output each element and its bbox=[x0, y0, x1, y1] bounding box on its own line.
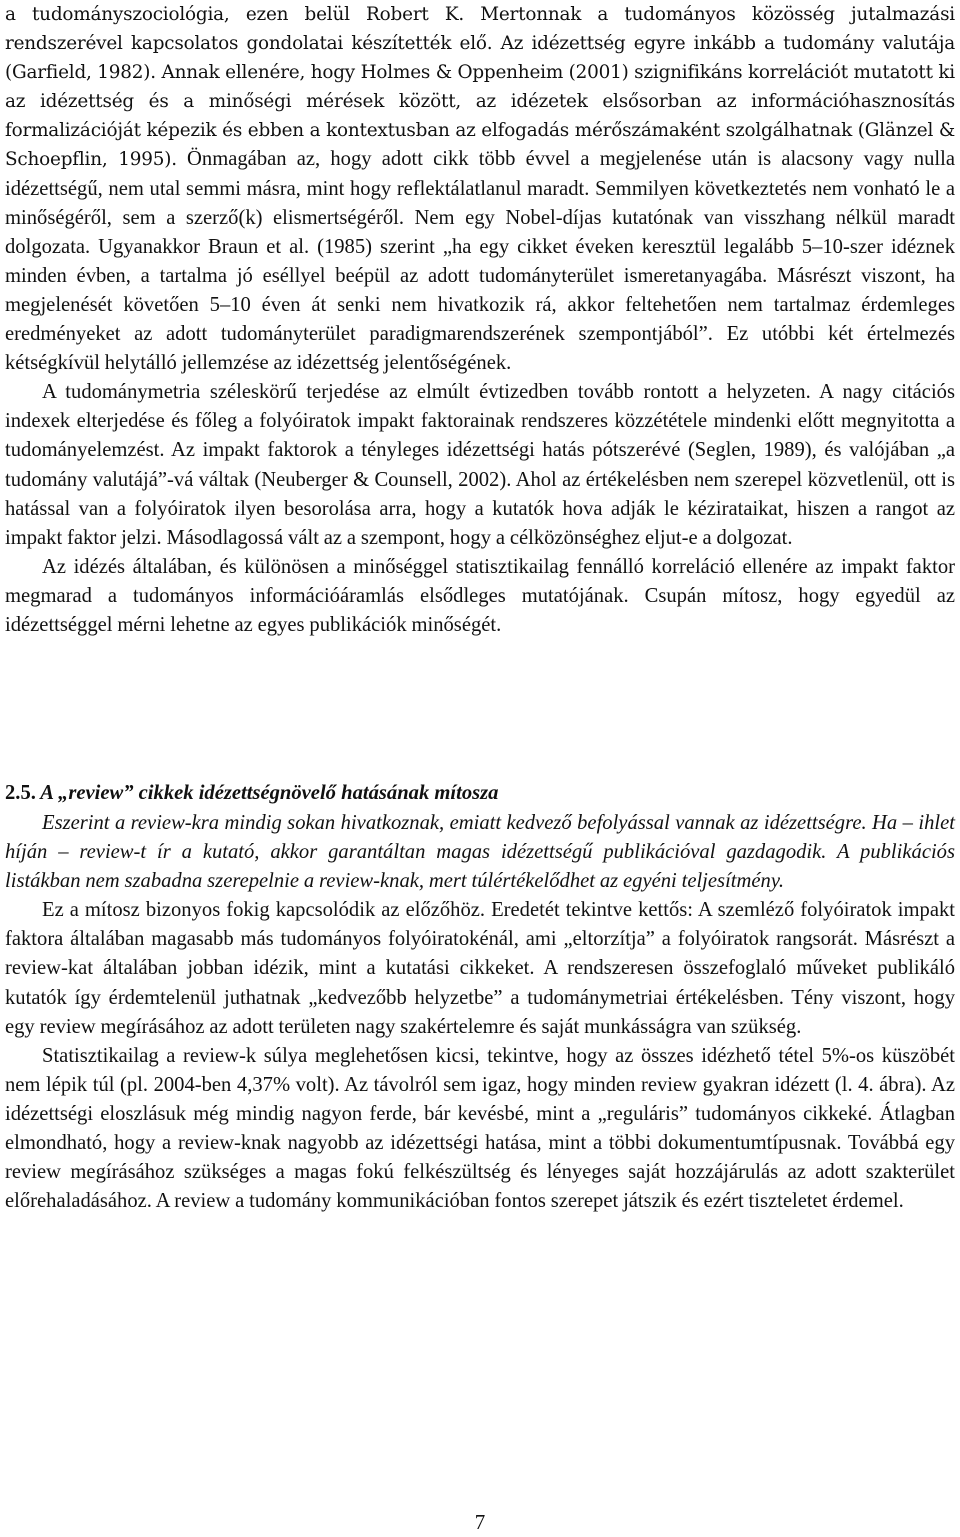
paragraph-3: Az idézés általában, és különösen a minőséggel statisztikailag fennálló korreláció ellenére az impakt faktor megmarad a tudományos információáramlás elsődleges mutatójának. Csupán mítosz, hogy egyedül az idézettséggel mérni lehetne az egyes publikációk minőségét. bbox=[5, 555, 955, 636]
paragraph-4: Ez a mítosz bizonyos fokig kapcsolódik az előzőhöz. Eredetét tekintve kettős: A szemléző folyóiratok impakt faktora általában magasabb más tudományos folyóiratokénál, ami „eltorzítja” a folyóiratok rangsorát. Másrészt a review-kat általában jobban idézik, mint a kutatási cikkeket. A rendszeresen összefoglaló műveket publikáló kutatók így érdemtelenül juthatnak „kedvezőbb helyzetbe” a tudománymetriai értékelésben. Tény viszont, hogy egy review megírásához az adott területen nagy szakértelemre és saját munkásságra van szükség. bbox=[5, 899, 955, 1038]
myth-statement: Eszerint a review-kra mindig sokan hivatkoznak, emiatt kedvező befolyással vannak az idézettségre. Ha – ihlet híján – review-t ír a kutató, akkor garantáltan magas idézettségű publikációval gazdagodik. A publikációs listákban nem szabadna szerepelnie a review-knak, mert túlértékelődhet az egyéni teljesítmény. bbox=[5, 812, 955, 893]
page-number: 7 bbox=[474, 1510, 486, 1534]
paragraph-5: Statisztikailag a review-k súlya meglehetősen kicsi, tekintve, hogy az összes idézhető tétel 5%-os küszöbét nem lépik túl (pl. 2004-ben 4,37% volt). Az távolról sem igaz, hogy minden review gyakran idézett (l. 4. ábra). Az idézettségi eloszlásuk még mindig nagyon ferde, bár kevésbé, mint a „reguláris” tudományos cikkeké. Átlagban elmondható, hogy a review-knak nagyobb az idézettségi hatása, mint a többi dokumentumtípusnak. Továbbá egy review megírásához szükséges a magas fokú felkészültség és lényeges saját hozzájárulás az adott szakterület előrehaladásához. A review a tudomány kommunikációban fontos szerepet játszik és ezért tiszteletet érdemel. bbox=[5, 1044, 955, 1213]
paragraph-2: A tudománymetria széleskörű terjedése az elmúlt évtizedben tovább rontott a helyzeten. A nagy citációs indexek elterjedése és főleg a folyóiratok impakt faktorainak rendszeres közzététele mindenki előtt megnyitotta a tudományelemzést. Az impakt faktorok a tényleges idézettségi hatás pótszerévé (Seglen, 1989), és valójában „a tudomány valutájá”-vá váltak (Neuberger & Counsell, 2002). Ahol az értékelésben nem szerepel közvetlenül, ott is hatással van a folyóiratok ilyen besorolása arra, hogy a kutatók hova adják le kézirataikat, hiszen a rangot az impakt faktor jelzi. Másodlagossá vált az a szempont, hogy a célközönséghez eljut-e a dolgozat. bbox=[5, 381, 955, 549]
section-heading bbox=[5, 779, 955, 808]
section-title: A „review” cikkek idézettségnövelő hatásának mítosza bbox=[40, 782, 499, 804]
paragraph-1 bbox=[5, 0, 955, 378]
paragraph-1-sans-run: a tudományszociológia, ezen belül Robert K. Mertonnak a tudományos közösség jutalmazási rendszerével kapcsolatos gondolatai készítették elő. Az idézettség egyre inkább a tudomány valutája (Garfield, 1982). Annak ellenére, hogy Holmes & Oppenheim (2001) szignifikáns korrelációt mutatott ki az idézettség és a minőségi mérések között, az idézetek elsősorban az információhasznosítás formalizációját képezik és ebben a kontextusban az elfogadás mérőszámaként szolgálhatnak (Glänzel & Schoepflin, 1995). bbox=[5, 4, 955, 171]
body-text-after-heading bbox=[5, 809, 955, 1216]
paragraph-1-serif-run: Önmagában az, hogy adott cikk több évvel a megjelenése után is alacsony vagy nulla idézettségű, nem utal semmi másra, mint hogy reflektálatlanul maradt. Semmilyen következtetés nem vonható le a minőségéről, sem a szerző(k) elismertségéről. Nem egy Nobel-díjas kutatónak van visszhang nélkül maradt dolgozata. Ugyanakkor Braun et al. (1985) szerint „ha egy cikket éveken keresztül legalább 5–10-szer idéznek minden évben, a tartalma jó eséllyel beépül az adott tudományterület ismeretanyagába. Másrészt viszont, ha megjelenését követően 5–10 éven át senki nem hivatkozik rá, akkor feltehetően nem tartalmaz érdemleges eredményeket az adott tudományterület paradigmarendszerének szempontjából”. Ez utóbbi két értelmezés kétségkívül helytálló jellemzése az idézettség jelentőségének. bbox=[5, 148, 955, 375]
section-number: 2.5. bbox=[5, 782, 36, 804]
body-text-before-heading bbox=[5, 0, 955, 640]
